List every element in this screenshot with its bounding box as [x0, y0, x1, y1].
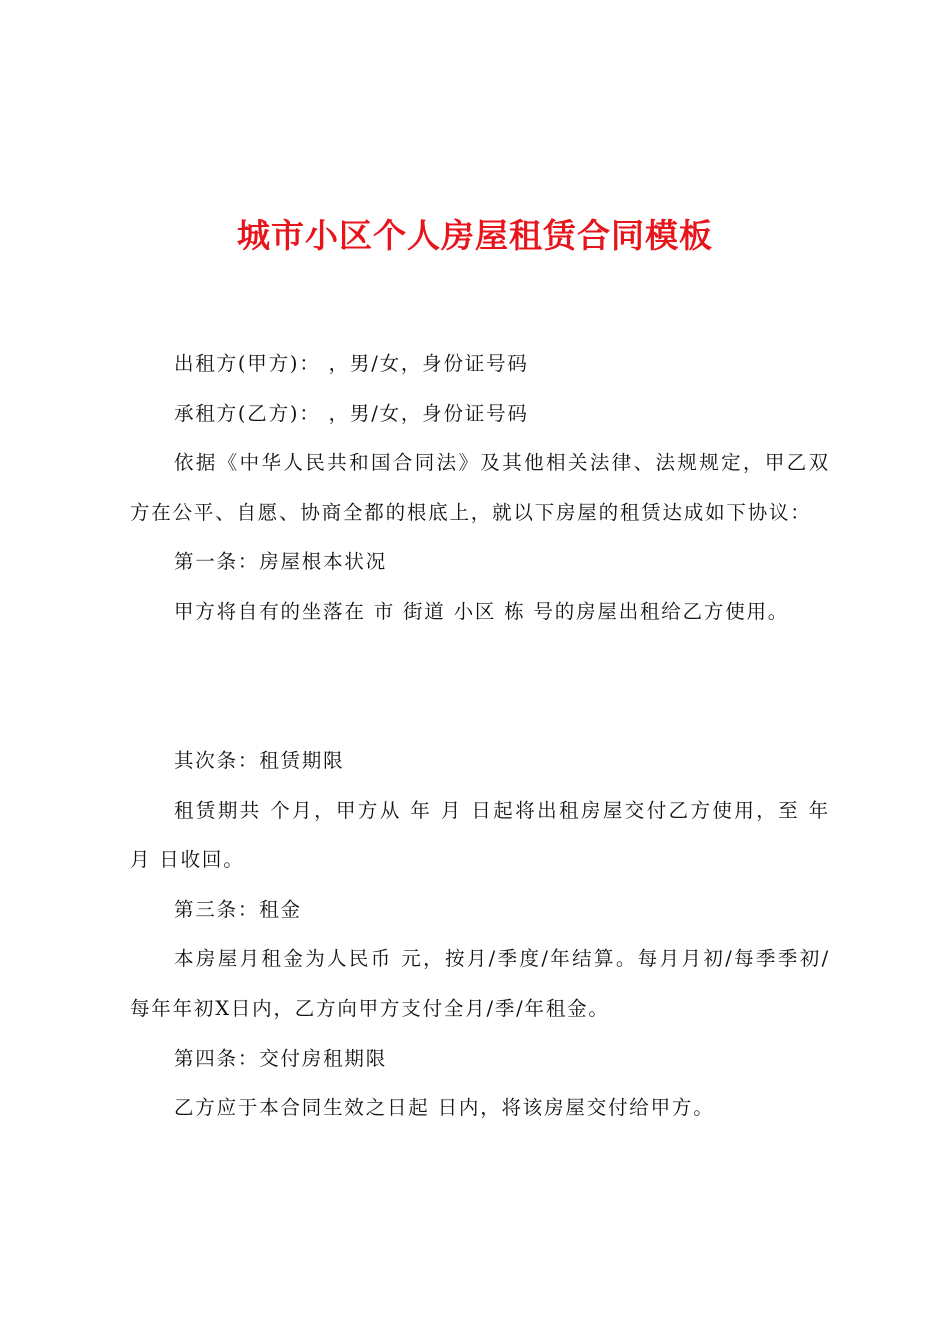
article-3-heading: 第三条：租金 — [174, 897, 302, 921]
preamble-paragraph: 依据《中华人民共和国合同法》及其他相关法律、法规规定，甲乙双方在公平、自愿、协商全都的根底上，就以下房屋的租赁达成如下协议： — [130, 451, 830, 524]
document-title: 城市小区个人房屋租赁合同模板 — [237, 216, 713, 255]
article-1-heading: 第一条：房屋根本状况 — [174, 550, 388, 574]
article-1-text: 甲方将自有的坐落在 市 街道 小区 栋 号的房屋出租给乙方使用。 — [174, 599, 790, 623]
article-2-text: 租赁期共 个月，甲方从 年 月 日起将出租房屋交付乙方使用，至 年 月 日收回。 — [130, 798, 830, 872]
article-4-text: 乙方应于本合同生效之日起 日内，将该房屋交付给甲方。 — [174, 1096, 715, 1120]
article-3-text: 本房屋月租金为人民币 元，按月/季度/年结算。每月月初/每季季初/每年年初X日内，乙方向甲方支付全月/季/年租金。 — [130, 947, 830, 1020]
lessee-line: 承租方(乙方)： ，男/女，身份证号码 — [174, 401, 529, 425]
lessor-line: 出租方(甲方)： ，男/女，身份证号码 — [174, 352, 529, 375]
contract-body-block-2 — [130, 736, 830, 1133]
article-4-heading: 第四条：交付房租期限 — [174, 1046, 388, 1070]
contract-body-block-1 — [130, 339, 830, 637]
article-2-heading: 其次条：租赁期限 — [174, 749, 345, 772]
